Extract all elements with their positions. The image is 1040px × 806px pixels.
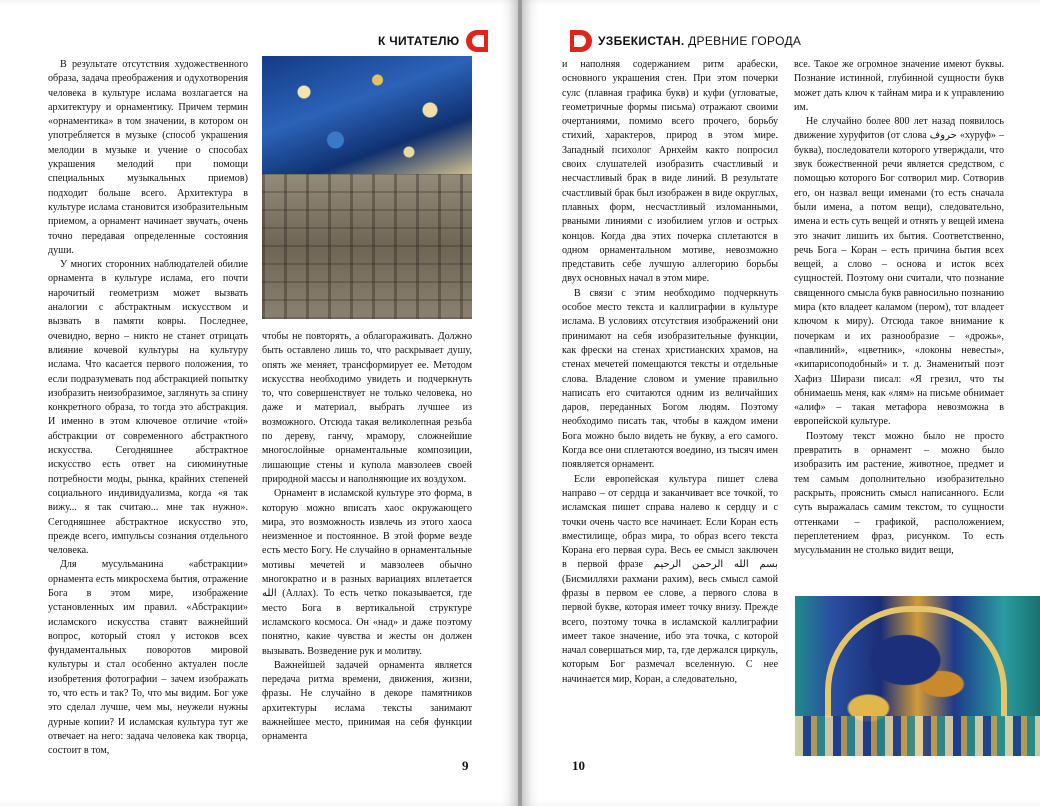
chapter-title: УЗБЕКИСТАН. ДРЕВНИЕ ГОРОДА: [598, 34, 802, 48]
paragraph: Орнамент в исламской культуре это форма, в которую можно вписать хаос окружающего мира, это возможность извлечь из этого хаоса неизменное и постоянное. В этой форме везде есть место Богу. Не случайно в орнаментальные мотивы мечетей и мавзолеев обычно многократно и в разных вариациях вплетается الله (Аллах). То есть четко показывается, где место Бога в вертикальной структуре исламского космоса. Он «над» и даже поэтому понятно, какие чувства и жесты он должен вызывать. Возведение рук и молитву.: [262, 488, 472, 657]
paragraph: и наполняя содержанием ритм арабески, основного украшения стен. При этом почерки сулс (плавная графика букв) и куфи (угловатые, геометричные формы письма) отражают своими очертаниями, помимо всего прочего, борьбу стихий, характеров, природ в этом мире. Западный психолог Арнхейм както попросил своих слушателей изобразить счастливый и несчастливый брак в виде линий. В результате счастливый брак был изображен в виде округлых, плавных форм, несчастливый изломанными, рваными линиями с изобилием углов и острых концов. Когда два этих почерка сплетаются в одном орнаментальном мотиве, невозможно представить себе лучшую аллегорию борьбы двух основных начал в этом мире.: [562, 59, 778, 285]
carved-stone-inscription: [262, 174, 472, 319]
paragraph: Важнейшей задачей орнамента является передача ритма времени, движения, жизни, фразы. Не случайно в декоре памятников архитектуры ислама тексты занимают важнейшее место, принимая на себя функции орнамента: [262, 659, 472, 743]
tiled-column-photo: [795, 596, 1040, 756]
paragraph: У многих сторонних наблюдателей обилие орнамента в культуре ислама, его почти нарочитый геометризм может вызвать аналогии с абстрактным искусством и вызвать в памяти ковры. Последнее, очевидно, верно – никто не станет отрицать влияние кочевой культуры на культуру ислама. Что касается первого положения, то если подразумевать под абстракцией попытку изобразить неизобразимое, заглянуть за спину конкретного образа, то тогда это абстракция. И именно в этом ключевое отличие «той» абстракции от современного абстрактного искусства. Сегодняшнее абстрактное искусство есть ответ на сиюминутные потребности моды, рынка, крайних степеней социального индивидуализма, когда «я так вижу... я так считаю... мне так нужно». Сегодняшнее абстрактное искусство это, прежде всего, импульсы сознания отдельного человека.: [48, 259, 248, 557]
right-page: [522, 0, 1040, 806]
section-title: К ЧИТАТЕЛЮ: [378, 34, 460, 48]
section-marker-icon: [570, 30, 592, 52]
page-number: 10: [572, 758, 585, 773]
right-page-header: [570, 30, 801, 52]
paragraph: В связи с этим необходимо подчеркнуть особое место текста и каллиграфии в культуре ислама. В условиях отсутствия изображений они принимают на себя изобразительные функции, как фрески на стенах христианских храмов, на стенах мечетей помещаются тексты и отдельные слова. Владение словом и умение правильно написать его считаются одним из величайших даров, переданных Богом людям. Поэтому необходимо писать так, чтобы в каждом имени Бога можно было видеть не букву, а его самого. Когда все они сплетаются воедино, из тысяч имен появляется орнамент.: [562, 287, 778, 471]
paragraph: В результате отсутствия художественного образа, задача преображения и одухотворения человека в культуре ислама возлагается на архитектуру и орнаментику. Причем термин «орнаментика» в том значении, в котором он употребляется в музыке (способ украшения мелодии в музыке и учение о способах украшения мелодий при помощи специальных музыкальных приемов) подходит больше всего. Архитектура в культуре ислама становится изобразительным приемом, а орнамент начинает звучать, очень точно передавая определенные состояния души.: [48, 59, 248, 256]
paragraph: Если европейская культура пишет слева направо – от сердца и заканчивает все точкой, то исламская пишет справа налево к сердцу и с точки очень часто все начинает. Если Коран есть вместилище, образ мира, то образ всего текста Корана его первая сура. Весь ее смысл заключен в первой фразе بسم الله الرحمن الرحيم (Бисмилляхи рахмани рахим), весь смысл самой фразы в первом ее слове, а первого слова в первой букве, которая имеет точку внизу. Прежде всего, поэтому точка в исламской каллиграфии имеет такое значение, ибо эта точка, с которой начал совершаться мир, та, где держался циркуль, которым Бог размечал вселенную. С нее начинается мир, Коран, а следовательно,: [562, 473, 778, 685]
paragraph: все. Такое же огромное значение имеют буквы. Познание истинной, глубинной сущности букв может дать ключ к тайнам мира и к управлению им.: [794, 59, 1004, 113]
tile-relief-photo: [262, 56, 472, 319]
paragraph: чтобы не повторять, а облагораживать. Должно быть оставлено лишь то, что раскрывает душу, опять же меняет, трансформирует ее. Методом искусства необходимо увидеть и подчеркнуть то, что совершенствует не только человека, но даже и материал, выбрать лучшее из возможного. Отсюда такая великолепная резьба по дереву, ганчу, мрамору, сложнейшие многослойные орнаментальные композиции, лишающие стены и купола мавзолеев своей природной массы и наполняющие их воздухом.: [262, 331, 472, 485]
calligraphy-arch: [825, 606, 1007, 717]
left-page-header: [378, 30, 488, 52]
paragraph: Не случайно более 800 лет назад появилось движение хуруфитов (от слова حروف «хуруф» – буква), последователи которого утверждали, что звук божественной речи является средством, с помощью которого Бог сотворил мир. Сотворив его, он назвал вещи именами (то есть сначала были имена, а потом вещи), следовательно, имена и есть суть вещей и отнять у вещей имена это значит лишить их бытия. Соответственно, речь Бога – Коран – есть причина бытия всех вещей, а слово – основа и исток всех сущностей. Поэтому они считали, что познание священного смысла букв равносильно познанию мира (кто владеет каламом (пером), тот владеет ключом к миру). Отсюда такое внимание к почеркам и их разнообразие – «дрожь», «павлиний», «цветник», «локоны невесты», «кипарисоподобный» и т. д. Знаменитый поэт Хафиз Ширази писал: «Я грезил, что ты обнимаешь меня, как «лям» на письме обнимает «алиф» – такая метафора невозможна в европейской культуре.: [794, 116, 1004, 428]
left-page: [0, 0, 518, 806]
right-column-2: [794, 58, 1004, 558]
paragraph: Для мусульманина «абстракции» орнамента есть микросхема бытия, отражение Бога в этом мире, изображение установленных им правил. «Абстракции» исламского искусства ставят важнейший вопрос, который стоял у истоков всех фундаментальных поворотов мировой культуры и стал особенно актуален после изобретения фотографии – зачем изображать то, что есть и так? То, что мы видим. Бог уже это сделал лучше, чем мы, неужели нужны дурные копии? И исламская культура тут же отвечает на него: задача человека как творца, состоит в том,: [48, 559, 248, 757]
page-number: 9: [462, 758, 469, 773]
paragraph: Поэтому текст можно было не просто превратить в орнамент – можно было изобразить им растение, животное, предмет и тем самым дополнительно изобразительно раскрыть, прояснить смысл написанного. Если суть выражалась самим текстом, то сущности оттенками – графикой, расположением, переплетением фраз, рисунком. То есть мусульманин не столько видит вещи,: [794, 430, 1004, 557]
left-column-1: [48, 58, 248, 759]
tilework-pattern: [262, 56, 472, 176]
ornamental-band: [795, 716, 1040, 756]
left-column-2: [262, 330, 472, 745]
section-marker-icon: [466, 30, 488, 52]
right-column-1: [562, 58, 778, 687]
